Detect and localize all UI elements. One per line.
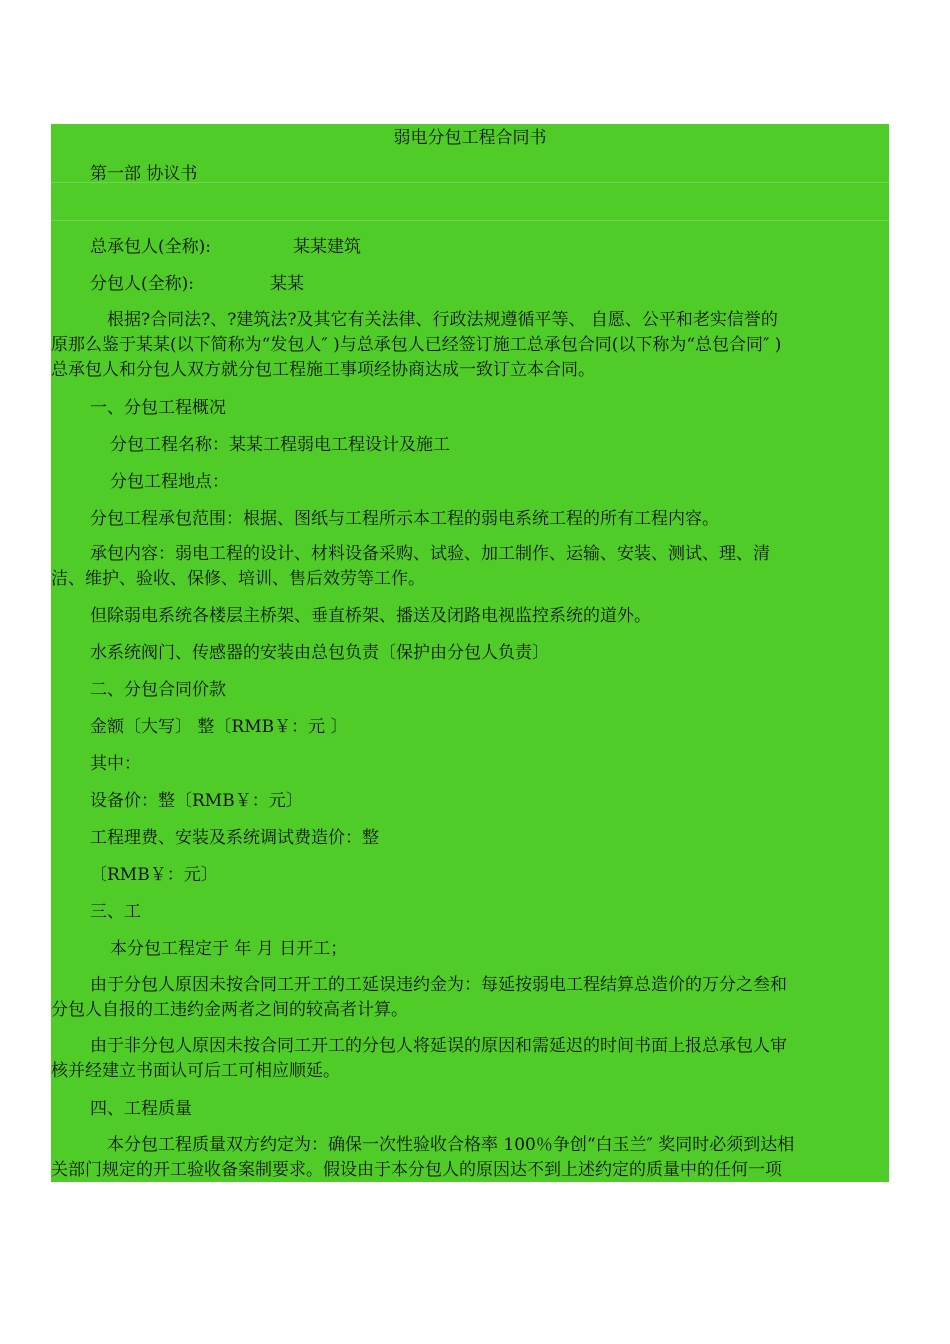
equipment-price: 设备价：整〔RMB￥：元〕: [90, 791, 303, 811]
content-line: 洁、维护、验收、保修、培训、售后效劳等工作。: [51, 569, 425, 589]
divider: [51, 220, 889, 221]
intro-paragraph: [51, 308, 887, 383]
start-date: 本分包工程定于 年 月 日开工；: [110, 939, 348, 959]
project-location: 分包工程地点：: [110, 472, 229, 492]
delay-penalty: [51, 973, 887, 1023]
quality-line: 本分包工程质量双方约定为：确保一次性验收合格率 100％争创“白玉兰″ 奖同时必须到达相: [107, 1135, 795, 1155]
intro-line: 总承包人和分包人双方就分包工程施工事项经协商达成一致订立本合同。: [51, 360, 595, 380]
contract-amount: 金额〔大写〕 整〔RMB￥：元 〕: [90, 717, 348, 737]
document-title: 弱电分包工程合同书: [393, 128, 547, 148]
delay-line: 分包人自报的工违约金两者之间的较高者计算。: [51, 1000, 408, 1020]
project-name: 分包工程名称：某某工程弱电工程设计及施工: [110, 435, 450, 455]
project-scope: 分包工程承包范围：根据、图纸与工程所示本工程的弱电系统工程的所有工程内容。: [90, 509, 719, 529]
subcontractor-label: 分包人(全称):: [90, 274, 194, 294]
water-system-note: 水系统阀门、传感器的安装由总包负责〔保护由分包人负责〕: [90, 643, 549, 663]
subcontractor-name: 某某: [270, 274, 304, 294]
content-line: 承包内容：弱电工程的设计、材料设备采购、试验、加工制作、运输、安装、测试、理、清: [90, 544, 770, 564]
section-4-heading: 四、工程质量: [90, 1099, 192, 1119]
among-label: 其中：: [90, 754, 141, 774]
install-cost-rmb: 〔RMB￥：元〕: [90, 865, 218, 885]
quality-paragraph: [51, 1133, 887, 1183]
install-cost: 工程理费、安装及系统调试费造价：整: [90, 828, 379, 848]
contract-content: [51, 542, 887, 592]
extension-line: 由于非分包人原因未按合同工开工的分包人将延误的原因和需延迟的时间书面上报总承包人审: [90, 1036, 787, 1056]
intro-line: 原那么鉴于某某(以下简称为“发包人″ )与总承包人已经签订施工总承包合同(以下称为“总包合同″ ): [51, 335, 782, 355]
scope-exclusion: 但除弱电系统各楼层主桥架、垂直桥架、播送及闭路电视监控系统的道外。: [90, 606, 651, 626]
contractor-label: 总承包人(全称):: [90, 237, 211, 257]
section-3-heading: 三、工: [90, 902, 141, 922]
contract-document: [51, 124, 889, 1182]
extension-line: 核并经建立书面认可后工可相应顺延。: [51, 1061, 340, 1081]
contractor-name: 某某建筑: [293, 237, 361, 257]
delay-extension: [51, 1034, 887, 1084]
part-heading: 第一部 协议书: [90, 164, 198, 184]
section-2-heading: 二、分包合同价款: [90, 680, 226, 700]
intro-line: 根据?合同法?、?建筑法?及其它有关法律、行政法规遵循平等、 自愿、公平和老实信誉的: [107, 310, 778, 330]
quality-line: 关部门规定的开工验收备案制要求。假设由于本分包人的原因达不到上述约定的质量中的任何一项: [51, 1160, 782, 1180]
section-1-heading: 一、分包工程概况: [90, 398, 226, 418]
delay-line: 由于分包人原因未按合同工开工的工延误违约金为：每延按弱电工程结算总造价的万分之叁和: [90, 975, 787, 995]
